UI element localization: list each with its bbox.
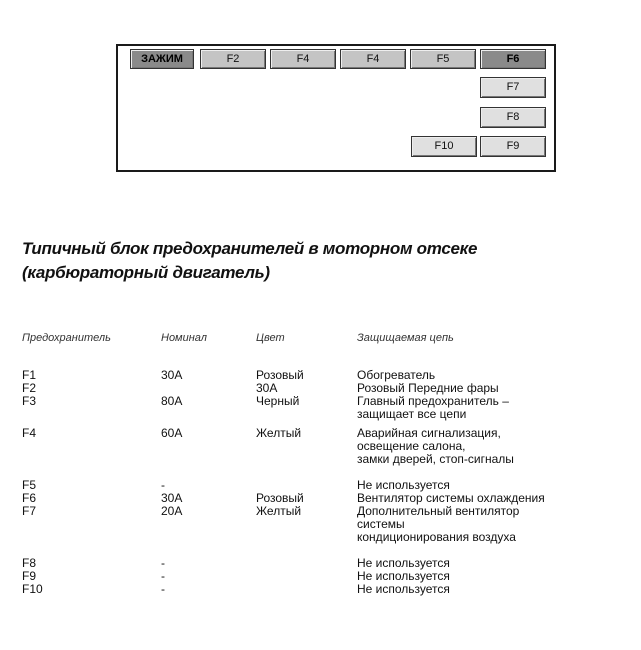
cell-fuse: F8: [22, 556, 37, 570]
header-color: Цвет: [256, 332, 285, 344]
cell-rating: -: [161, 478, 165, 492]
fuse-f4b: F4: [340, 49, 406, 69]
cell-color: Желтый: [256, 504, 302, 518]
cell-circuit: Обогреватель: [357, 368, 436, 382]
cell-color: Розовый: [256, 368, 304, 382]
cell-fuse: F6: [22, 491, 37, 505]
fuse-f8: F8: [480, 107, 546, 128]
cell-fuse: F7: [22, 504, 37, 518]
cell-fuse: F9: [22, 569, 37, 583]
cell-color: Желтый: [256, 426, 302, 440]
cell-rating: -: [161, 582, 165, 596]
cell-color: 30A: [256, 381, 278, 395]
cell-fuse: F10: [22, 582, 43, 596]
cell-rating: -: [161, 569, 165, 583]
cell-circuit: Не используется: [357, 556, 450, 570]
cell-rating: 20A: [161, 504, 183, 518]
cell-circuit: Не используется: [357, 478, 450, 492]
cell-circuit: Вентилятор системы охлаждения: [357, 491, 545, 505]
header-circuit: Защищаемая цепь: [357, 332, 454, 344]
cell-rating: 30A: [161, 368, 183, 382]
cell-rating: 80A: [161, 394, 183, 408]
cell-fuse: F5: [22, 478, 37, 492]
fuse-box-diagram: [116, 44, 556, 172]
cell-color: Черный: [256, 394, 300, 408]
cell-circuit: Не используется: [357, 569, 450, 583]
cell-circuit: Дополнительный вентилятор системы кондиционирования воздуха: [357, 504, 520, 544]
cell-circuit: Главный предохранитель – защищает все цепи: [357, 394, 509, 421]
fuse-f7: F7: [480, 77, 546, 98]
cell-rating: -: [161, 556, 165, 570]
fuse-f9: F9: [480, 136, 546, 157]
cell-color: Розовый: [256, 491, 304, 505]
fuse-f10: F10: [411, 136, 477, 157]
fuse-f5: F5: [410, 49, 476, 69]
fuse-f6: F6: [480, 49, 546, 69]
cell-circuit: Не используется: [357, 582, 450, 596]
header-fuse: Предохранитель: [22, 332, 111, 344]
fuse-f2: F2: [200, 49, 266, 69]
cell-rating: 30A: [161, 491, 183, 505]
header-rating: Номинал: [161, 332, 207, 344]
fuse-main: ЗАЖИМ: [130, 49, 194, 69]
cell-circuit: Розовый Передние фары: [357, 381, 499, 395]
page-title: Типичный блок предохранителей в моторном отсеке (карбюраторный двигатель): [22, 239, 478, 282]
cell-fuse: F2: [22, 381, 37, 395]
cell-circuit: Аварийная сигнализация, освещение салона, замки дверей, стоп-сигналы: [357, 426, 514, 466]
cell-fuse: F3: [22, 394, 37, 408]
cell-fuse: F4: [22, 426, 37, 440]
cell-fuse: F1: [22, 368, 37, 382]
cell-rating: 60A: [161, 426, 183, 440]
fuse-f4: F4: [270, 49, 336, 69]
